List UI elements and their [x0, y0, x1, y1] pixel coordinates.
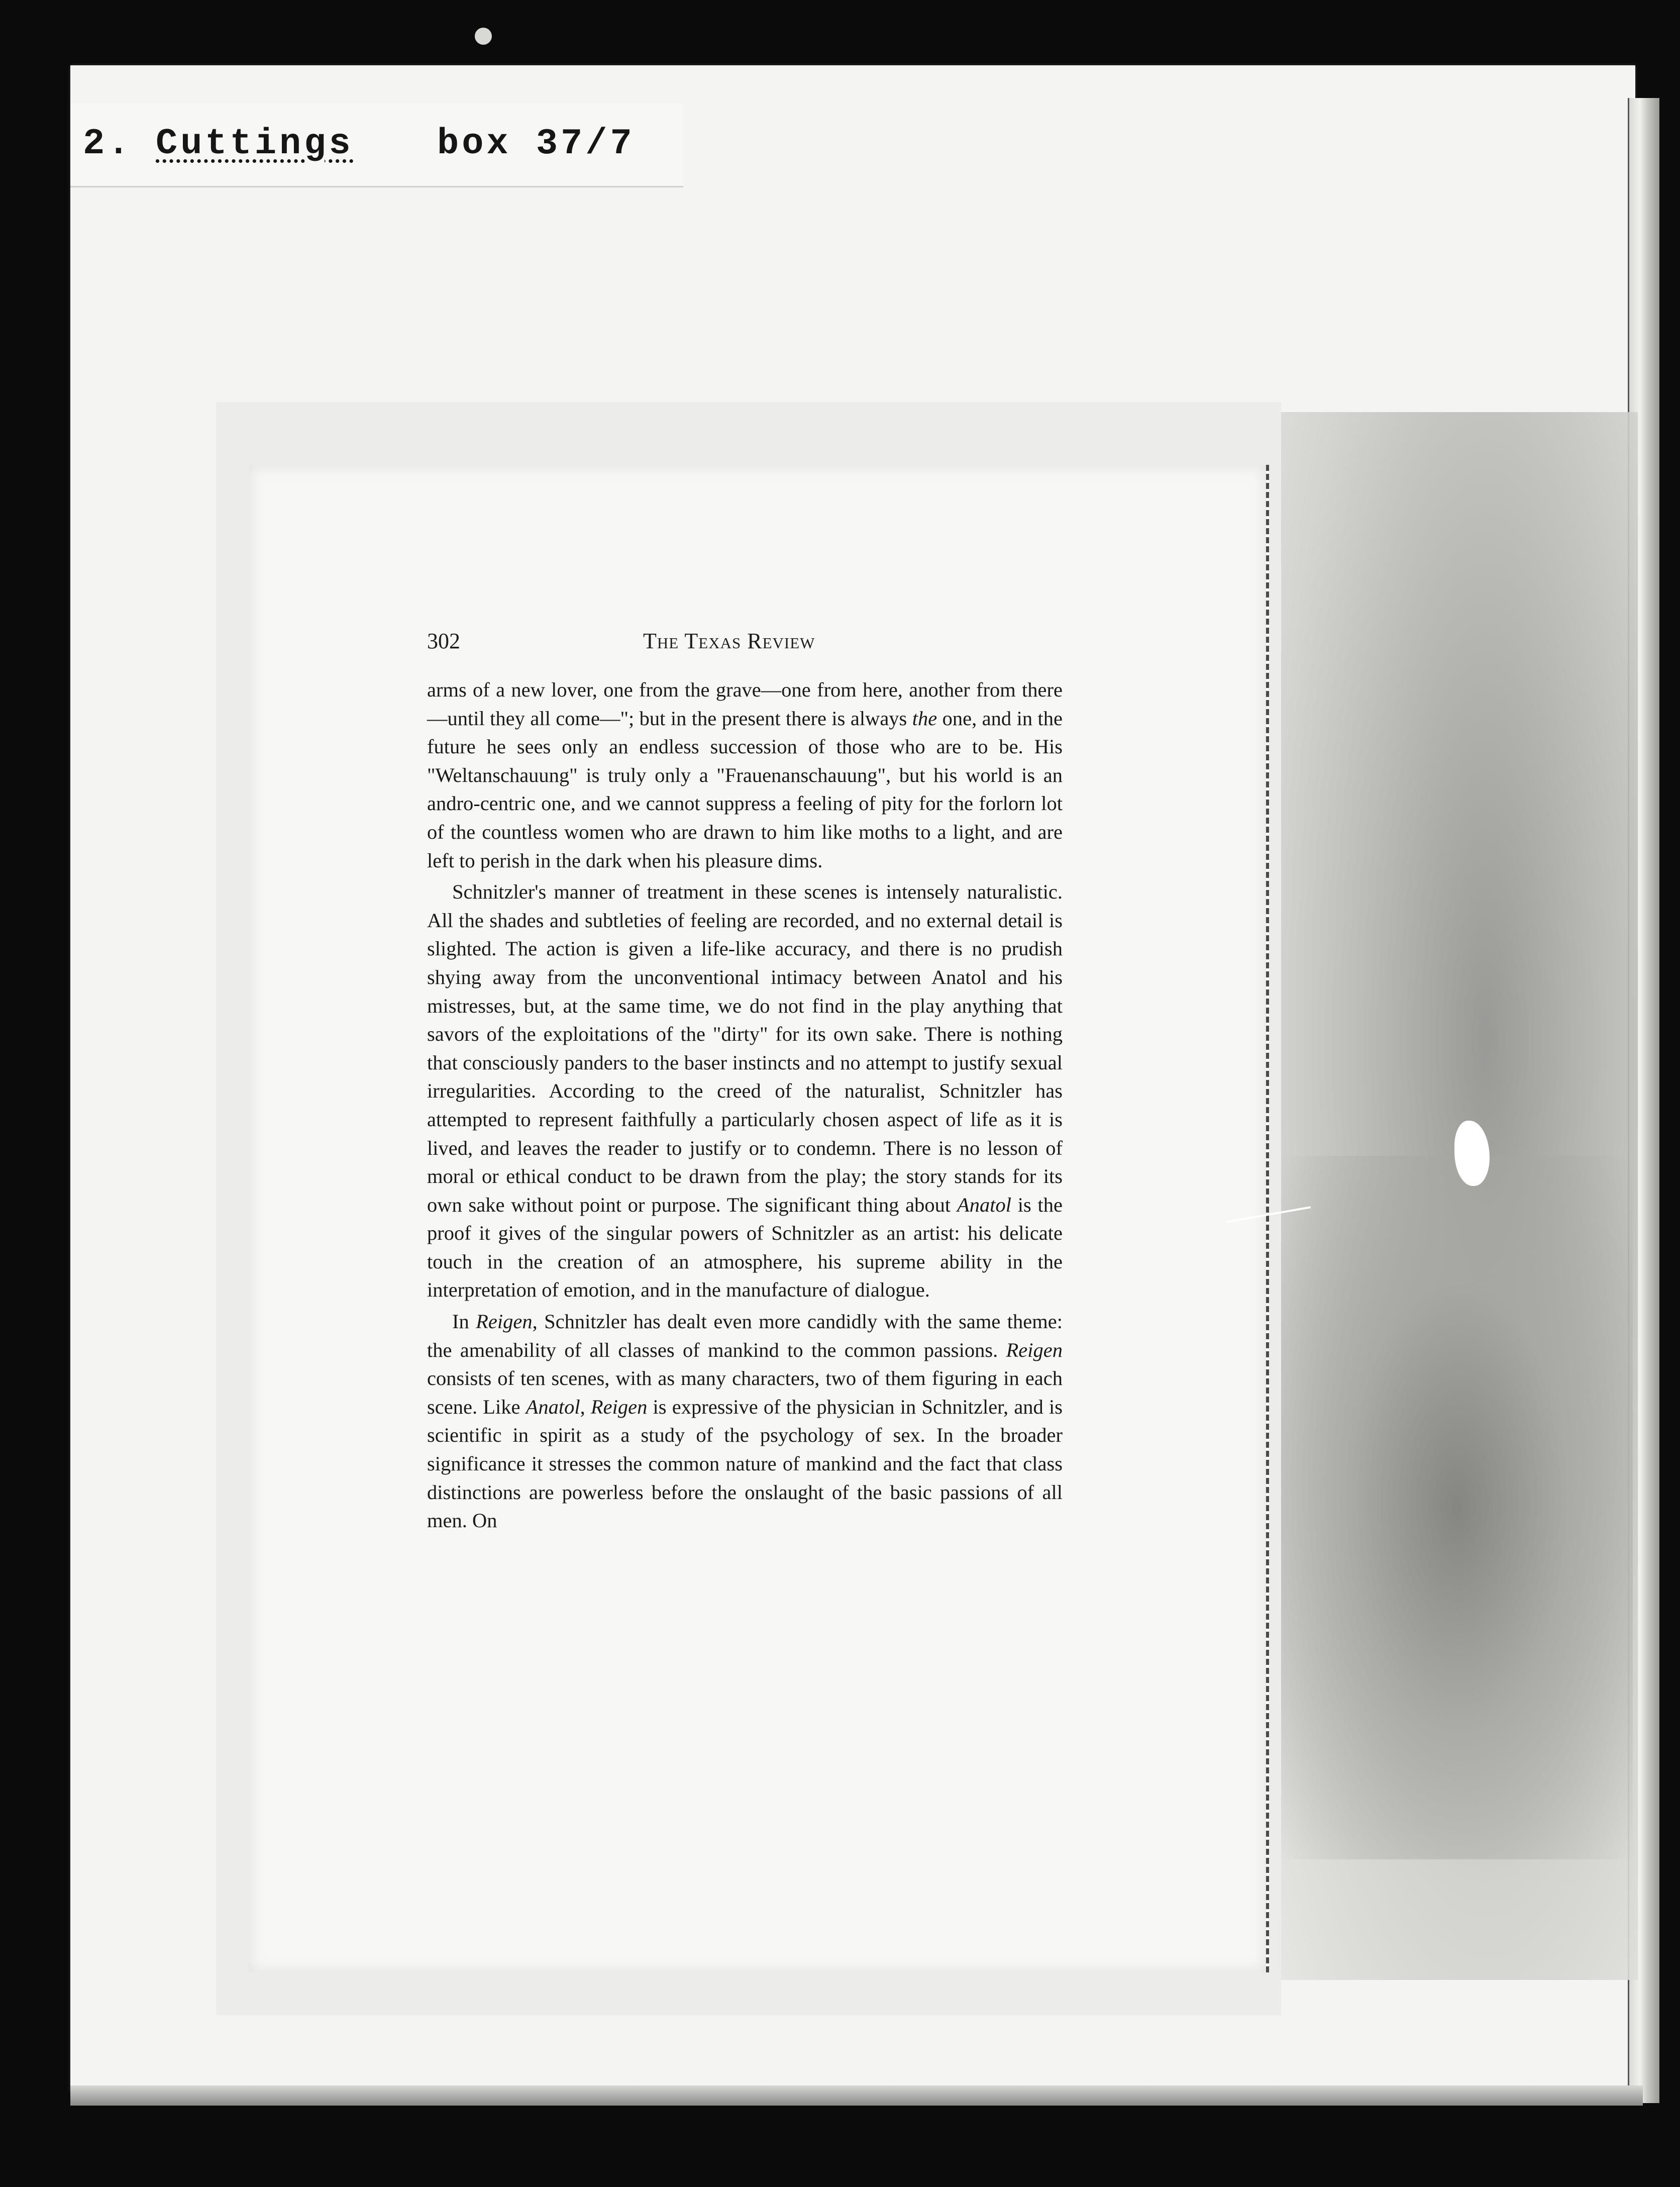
archive-label	[70, 103, 683, 187]
stained-backing-paper-dark	[1281, 1156, 1633, 1859]
mount-sheet-bottom-edge	[70, 2085, 1643, 2106]
italic-title: Anatol	[957, 1193, 1011, 1216]
text-run: one, and in the future he sees only an endless succession of those who are to be. His "Weltanschauung" is truly only a "Frauenanschauung", but his world is an andro-centric one, and we cannot suppress a feeling of pity for the forlorn lot of the countless women who are drawn to him like moths to a light, and are left to perish in the dark when his pleasure dims.	[427, 707, 1063, 872]
italic-title: Anatol	[526, 1395, 580, 1418]
italic-title: Reigen	[590, 1395, 648, 1418]
page-number: 302	[427, 629, 460, 653]
archive-label-section: Cuttings	[156, 123, 354, 164]
punch-hole	[475, 28, 492, 45]
text-run: is the proof it gives of the singular powers of Schnitzler as an artist: his delicate touch in the creation of an atmosphere, his supreme ability in the interpretation of emotion, and in the manufacture of dialogue.	[427, 1193, 1063, 1302]
text-run: arms of a new lover, one from the grave—one from here, another from there—until they all come—"; but in the present there is always	[427, 678, 1063, 730]
article-text	[427, 676, 1063, 1535]
archive-label-box: box 37/7	[437, 123, 635, 164]
italic-title: Reigen	[476, 1310, 533, 1333]
text-run: , Schnitzler has dealt even more candidly with the same theme: the amenability of all classes of mankind to the common passions.	[427, 1310, 1063, 1361]
text-run: consists of ten scenes, with as many characters, two of them figuring in each scene. Like	[427, 1367, 1063, 1418]
italic-title: Reigen	[1006, 1338, 1063, 1361]
article-paragraph	[427, 1308, 1063, 1535]
archive-label-number: 2.	[83, 123, 133, 164]
article-paragraph	[427, 878, 1063, 1305]
text-run: Schnitzler's manner of treatment in these scenes is intensely naturalistic. All the shades and subtleties of feeling are recorded, and no external detail is slighted. The action is given a life-like accuracy, and there is no prudish shying away from the unconventional intimacy between Anatol and his mistresses, but, at the same time, we do not find in the play anything that savors of the exploitations of the "dirty" for its own sake. There is nothing that consciously panders to the baser instincts and no attempt to justify sexual irregularities. According to the creed of the naturalist, Schnitzler has attempted to represent faithfully a particularly chosen aspect of life as it is lived, and leaves the reader to justify or to condemn. There is no lesson of moral or ethical conduct to be drawn from the play; the story stands for its own sake without point or purpose. The significant thing about	[427, 880, 1063, 1216]
text-run: ,	[580, 1395, 591, 1418]
article-paragraph	[427, 676, 1063, 875]
italic-title: the	[912, 707, 937, 730]
running-head: The Texas Review	[643, 629, 815, 653]
text-run: is expressive of the physician in Schnitzler, and is scientific in spirit as a study of the psychology of sex. In the broader significance it stresses the common nature of mankind and the fact that class distinctions are powerless before the onslaught of the basic passions of all men. On	[427, 1395, 1063, 1532]
text-run: In	[452, 1310, 476, 1333]
